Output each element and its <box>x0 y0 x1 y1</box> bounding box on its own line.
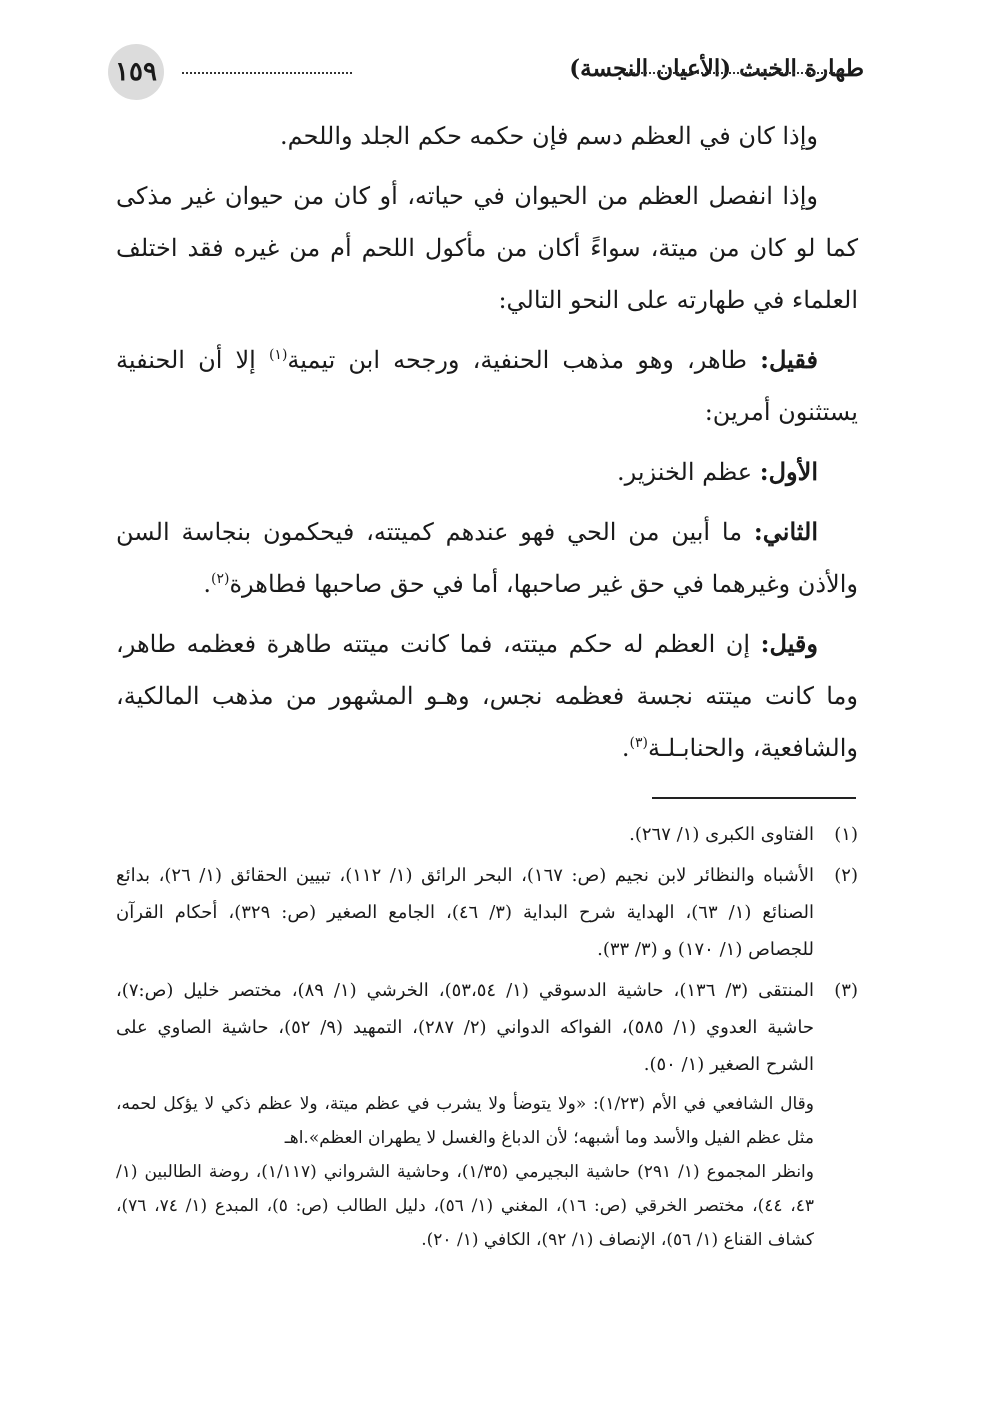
footnote <box>116 972 858 1083</box>
footnote-ref: (٢) <box>211 571 230 587</box>
paragraph-text: . <box>203 570 211 598</box>
footnote-ref: (٣) <box>629 735 648 751</box>
footnote-quote: وقال الشافعي في الأم (١/٢٣): «ولا يتوضأ ولا يشرب في عظم ميتة، ولا عظم ذكي لا يؤكل لحمه، مثل عظم الفيل والأسد وما أشبهه؛ لأن الدباغ والغسل لا يطهران العظم».اهـ <box>116 1094 814 1148</box>
footnote-text: الفتاوى الكبرى (١/ ٢٦٧). <box>629 824 814 845</box>
header-dotted-leader-right <box>626 72 842 74</box>
footnote-ref: (١) <box>268 347 288 363</box>
opinion-label: فقيل: <box>760 345 819 374</box>
paragraph-text: . <box>621 734 630 762</box>
paragraph-text: ما أبين من الحي فهو عندهم كميتته، فيحكمون بنجاسة السن والأذن وغيرهما في حق غير صاحبها، أما في حق صاحبها فطاهرة <box>116 518 858 598</box>
paragraph <box>116 618 858 774</box>
footnote-separator <box>652 797 856 799</box>
page-number: ١٥٩ <box>115 57 157 87</box>
footnote-number: (٢) <box>834 865 858 886</box>
header-dotted-leader-left <box>182 72 352 74</box>
paragraph <box>116 170 858 326</box>
footnote-continuation: وانظر المجموع (١/ ٢٩١) حاشية البجيرمي (١/٣٥)، وحاشية الشرواني (١/١١٧)، روضة الطالبين (١/ ٤٣، ٤٤)، مختصر الخرقي (ص: ١٦)، المغني (١/ ٥٦)، دليل الطالب (ص: ٥)، المبدع (١/ ٧٤، ٧٦)، كشاف القناع (١/ ٥٦)، الإنصاف (١/ ٩٢)، الكافي (١/ ٢٠). <box>116 1162 815 1250</box>
running-header-title: طهارة الخبث (الأعيان النجسة) <box>569 54 864 82</box>
paragraph <box>116 506 858 610</box>
paragraph <box>116 334 858 438</box>
item-label: الثاني: <box>753 517 818 546</box>
item-label: الأول: <box>759 457 818 486</box>
main-text <box>116 110 858 782</box>
footnote-number: (١) <box>834 824 858 845</box>
paragraph-text: طاهر، وهو مذهب الحنفية، ورجحه ابن تيمية <box>287 346 761 374</box>
footnote <box>116 857 858 968</box>
paragraph <box>116 446 858 498</box>
paragraph-text: إن العظم له حكم ميتته، فما كانت ميتته طاهرة فعظمه طاهر، وما كانت ميتته نجسة فعظمه نجس، وهـو المشهور من مذهب المالكية، والشافعية، والحنابـلـة <box>116 630 858 762</box>
page-number-badge <box>108 44 164 100</box>
footnote-number: (٣) <box>834 980 858 1001</box>
paragraph-text: وإذا كان في العظم دسم فإن حكمه حكم الجلد واللحم. <box>279 122 818 150</box>
footnotes <box>116 816 858 1257</box>
footnote <box>116 816 858 853</box>
opinion-label: وقيل: <box>760 629 818 658</box>
paragraph-text: وإذا انفصل العظم من الحيوان في حياته، أو كان من حيوان غير مذكى كما لو كان من ميتة، سواءً أكان من مأكول اللحم أم من غيره فقد اختلف العلماء في طهارته على النحو التالي: <box>116 182 859 314</box>
paragraph-text: عظم الخنزير. <box>617 458 760 486</box>
footnote-text: الأشباه والنظائر لابن نجيم (ص: ١٦٧)، البحر الرائق (١/ ١١٢)، تبيين الحقائق (١/ ٢٦)، بدائع الصنائع (١/ ٦٣)، الهداية شرح البداية (٣/ ٤٦)، الجامع الصغير (ص: ٣٢٩)، أحكام القرآن للجصاص (١/ ١٧٠) و (٣/ ٣٣). <box>116 865 814 960</box>
paragraph-text: إلا أن الحنفية يستثنون أمرين: <box>116 346 858 426</box>
paragraph <box>116 110 858 162</box>
footnote-text: المنتقى (٣/ ١٣٦)، حاشية الدسوقي (١/ ٥٣،٥٤)، الخرشي (١/ ٨٩)، مختصر خليل (ص:٧)، حاشية العدوي (١/ ٥٨٥)، الفواكه الدواني (٢/ ٢٨٧)، التمهيد (٩/ ٥٢)، حاشية الصاوي على الشرح الصغير (١/ ٥٠). <box>116 980 814 1075</box>
